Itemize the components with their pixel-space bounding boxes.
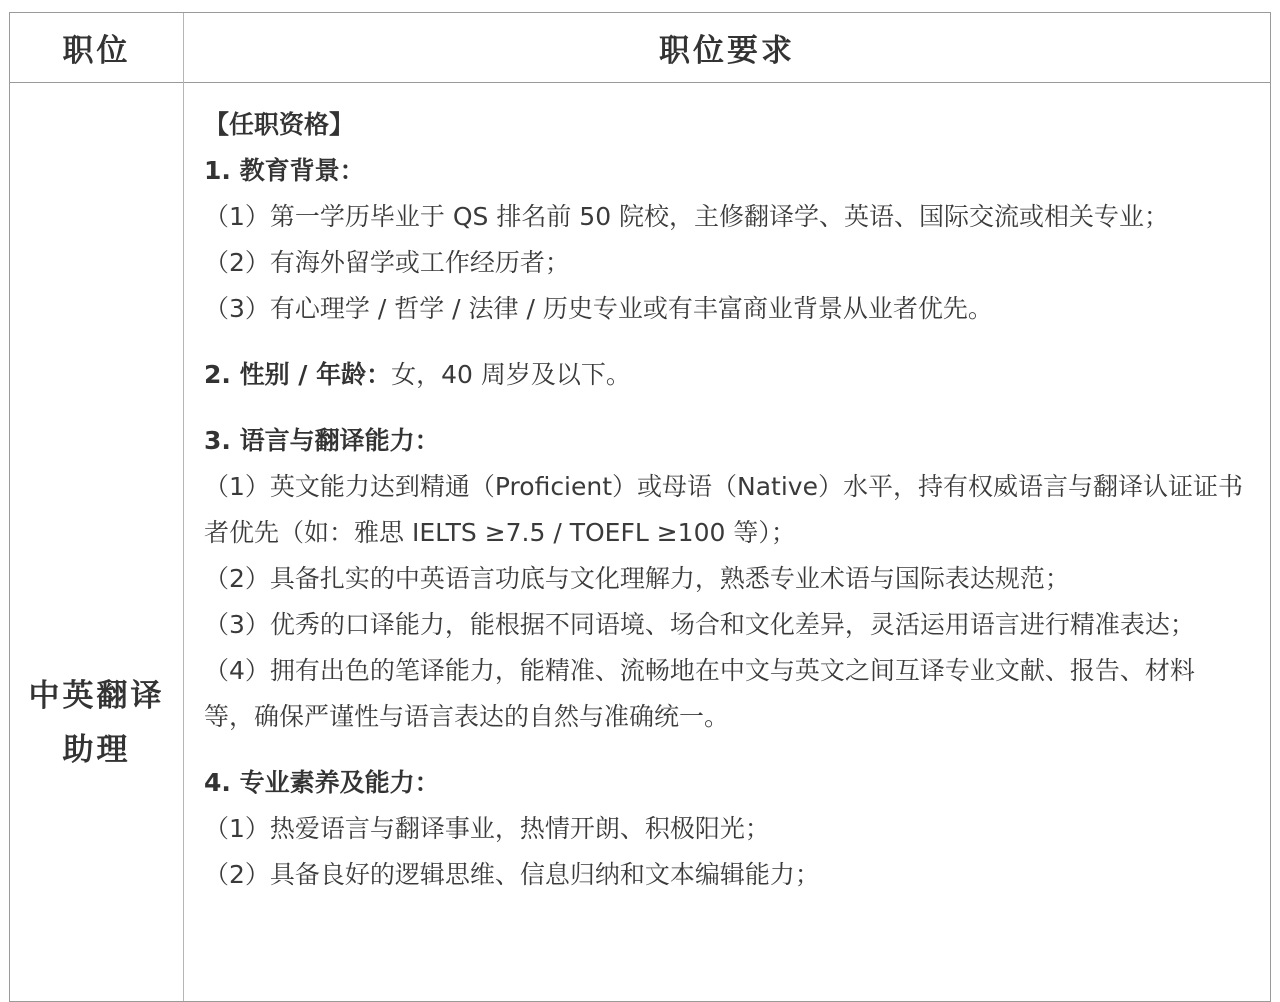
list-item: （3）优秀的口译能力，能根据不同语境、场合和文化差异，灵活运用语言进行精准表达； <box>204 610 1195 639</box>
list-item: （3）有心理学 / 哲学 / 法律 / 历史专业或有丰富商业背景从业者优先。 <box>204 294 993 323</box>
list-item: （1）英文能力达到精通（Proficient）或母语（Native）水平，持有权威语言与翻译认证证书者优先（如：雅思 IELTS ≥7.5 / TOEFL ≥100 等）； <box>204 472 1243 547</box>
list-item: （2）有海外留学或工作经历者； <box>204 248 570 277</box>
list-item: （2）具备扎实的中英语言功底与文化理解力，熟悉专业术语与国际表达规范； <box>204 564 1070 593</box>
section-professional <box>204 760 1244 898</box>
section-title: 1. 教育背景： <box>204 156 365 185</box>
section-education <box>204 148 1244 332</box>
header-requirements: 职位要求 <box>659 33 795 69</box>
section-title: 3. 语言与翻译能力： <box>204 426 440 455</box>
column-divider <box>183 13 184 1001</box>
list-item: （1）热爱语言与翻译事业，热情开朗、积极阳光； <box>204 814 770 843</box>
header-divider <box>10 82 1270 83</box>
list-item: （1）第一学历毕业于 QS 排名前 50 院校，主修翻译学、英语、国际交流或相关专业； <box>204 202 1170 231</box>
position-title-line-1: 中英翻译 <box>28 678 165 714</box>
section-title: 2. 性别 / 年龄： <box>204 360 392 389</box>
header-position: 职位 <box>62 33 131 69</box>
section-title: 4. 专业素养及能力： <box>204 768 440 797</box>
requirements-content <box>204 102 1244 898</box>
position-title <box>10 669 183 777</box>
qualifications-heading: 【任职资格】 <box>204 110 355 139</box>
section-gender-age <box>204 352 1244 398</box>
list-item: （2）具备良好的逻辑思维、信息归纳和文本编辑能力； <box>204 860 820 889</box>
gender-age-value: 女，40 周岁及以下。 <box>391 360 631 389</box>
list-item: （4）拥有出色的笔译能力，能精准、流畅地在中文与英文之间互译专业文献、报告、材料等，确保严谨性与语言表达的自然与准确统一。 <box>204 656 1195 731</box>
position-title-line-2: 助理 <box>62 732 131 768</box>
section-language <box>204 418 1244 740</box>
